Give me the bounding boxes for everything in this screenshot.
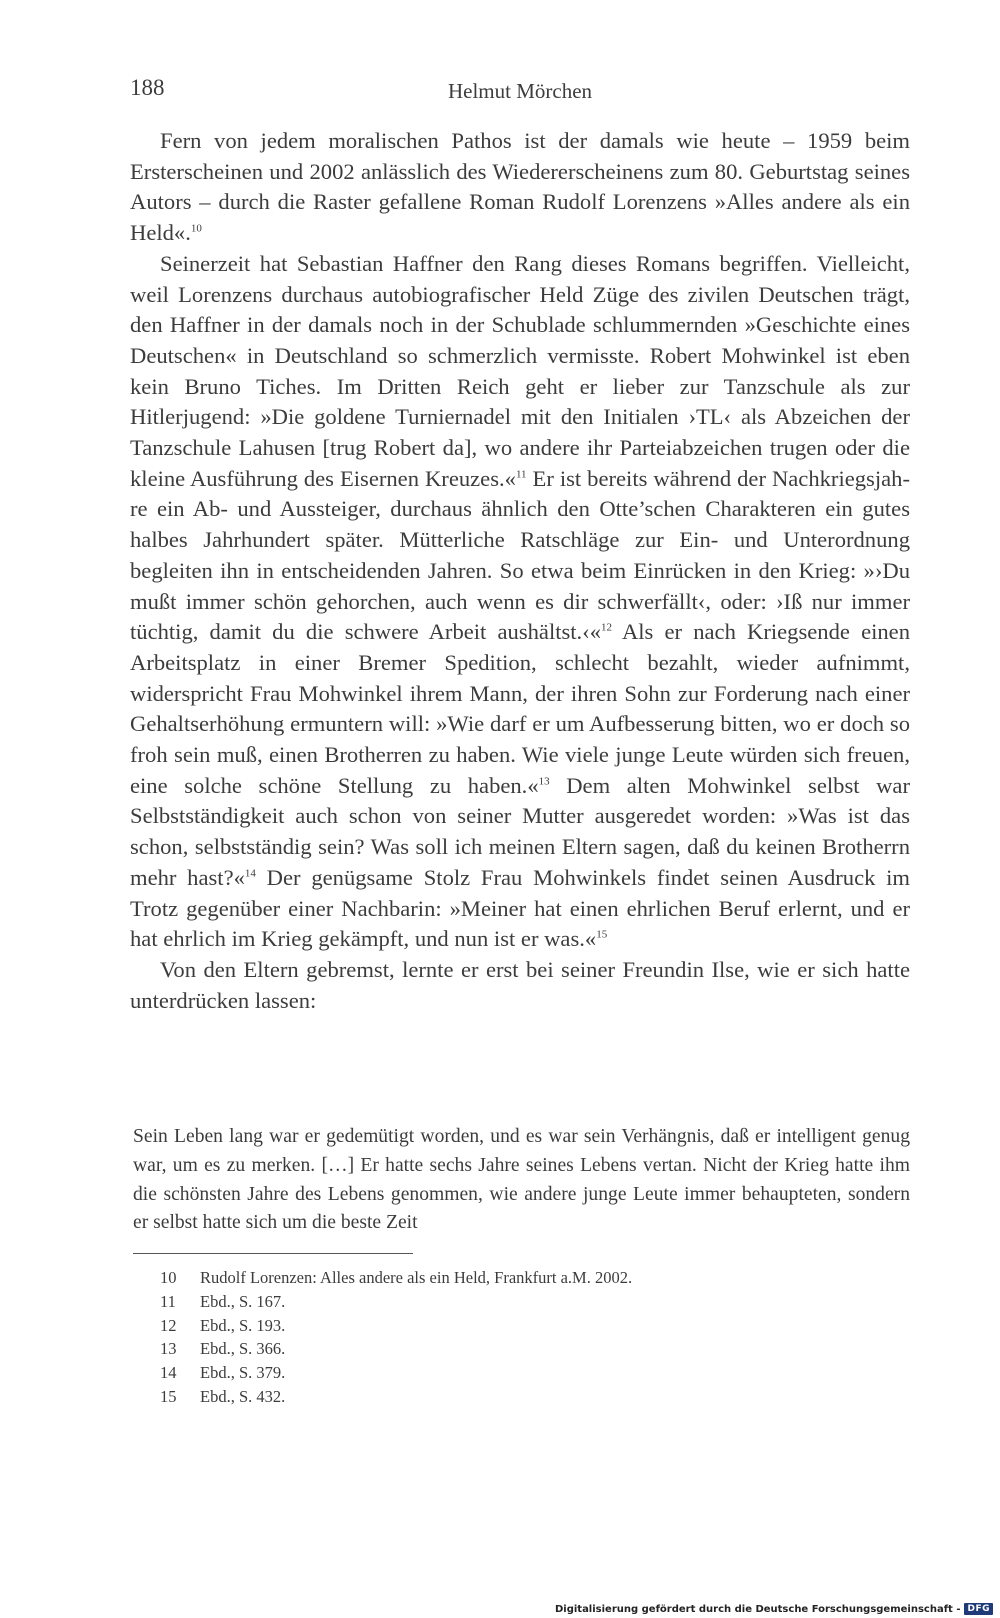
footnote xyxy=(160,1290,632,1314)
paragraph-text: Dem alten Mohwinkel selbst war Selbstständigkeit auch schon von seiner Mutter ausgeredet worden: »Was ist das schon, selbstständig sein? Was soll ich meinen Eltern sagen, daß du keinen Brotherrn mehr hast?« xyxy=(130,772,910,890)
footnote-number: 15 xyxy=(160,1386,177,1406)
page-number: 188 xyxy=(130,75,165,100)
paragraph-text: Er ist bereits während der Nachkriegsjahre ein Ab- und Aussteiger, durchaus ähnlich den Otte’schen Charakteren ein gutes halbes Jahrhundert später. Mütterliche Ratschläge zur Ein- und Unterordnung begleiten ihn in entscheidenden Jahren. So etwa beim Einrücken in den Krieg: »›Du mußt immer schön gehorchen, auch wenn es dir schwerfällt‹, oder: ›Iß nur immer tüchtig, damit du die schwere Arbeit aushältst.‹« xyxy=(130,465,910,645)
digitization-notice-text: Digitalisierung gefördert durch die Deutsche Forschungsgemeinschaft - xyxy=(554,1603,961,1615)
paragraph-text: Als er nach Kriegsende einen Arbeitsplatz in einer Bremer Spedition, schlecht bezahlt, wieder aufnimmt, widerspricht Frau Mohwinkel ihrem Mann, der ihren Sohn zur Forderung nach einer Gehaltserhöhung ermuntern will: »Wie darf er um Aufbesserung bitten, wo er doch so froh sein muß, einen Brotherren zu haben. Wie viele junge Leute würden sich freuen, eine solche schöne Stellung zu haben.« xyxy=(130,619,911,798)
digitization-notice xyxy=(555,1603,993,1615)
block-quote-text: Sein Leben lang war er gedemütigt worden, und es war sein Verhängnis, daß er intelligent genug war, um es zu merken. […] Er hatte sechs Jahre seines Lebens vertan. Nicht der Krieg hatte ihm die schönsten Jahre des Lebens genommen, wie andere junge Leute immer behaupteten, sondern er selbst hatte sich um die beste Zeit xyxy=(133,1126,910,1234)
footnote-number: 13 xyxy=(160,1339,177,1359)
footnote xyxy=(160,1266,632,1290)
footnote-ref[interactable]: 15 xyxy=(596,928,608,941)
footnotes xyxy=(160,1266,632,1409)
footnote xyxy=(160,1314,632,1338)
footnote xyxy=(160,1337,632,1361)
body-text xyxy=(130,126,910,1016)
footnote-separator xyxy=(133,1253,413,1254)
footnote-ref[interactable]: 11 xyxy=(515,468,527,481)
block-quote xyxy=(133,1123,910,1238)
footnote-text: Ebd., S. 167. xyxy=(200,1291,286,1311)
footnote-ref[interactable]: 13 xyxy=(538,775,550,788)
paragraph-text: Seinerzeit hat Sebastian Haffner den Rang dieses Romans begriffen. Vielleicht, weil Lorenzens durchaus autobiografischer Held Züge des zivilen Deutschen trägt, den Haffner in der damals noch in der Schublade schlummernden »Geschichte eines Deutschen« in Deutschland so schmerzlich vermisste. Robert Mohwinkel ist eben kein Bruno Tiches. Im Dritten Reich geht er lieber zur Tanzschule als zur Hitlerjugend: »Die goldene Turniernadel mit den Initialen ›TL‹ als Abzeichen der Tanzschule Lahusen [trug Robert da], wo andere ihr Parteiabzeichen trugen oder die kleine Ausführung des Eisernen Kreuzes.« xyxy=(130,250,910,491)
paragraph xyxy=(130,955,910,1016)
footnote xyxy=(160,1385,632,1409)
paragraph xyxy=(130,249,910,955)
paragraph-text: Fern von jedem moralischen Pathos ist der damals wie heute – 1959 beim Ersterscheinen und 2002 anlässlich des Wiedererscheinens zum 80. Geburtstag seines Autors – durch die Raster gefallene Roman Rudolf Lorenzens »Alles andere als ein Held«. xyxy=(130,128,910,246)
footnote-text: Ebd., S. 366. xyxy=(200,1339,286,1359)
paragraph-text: Von den Eltern gebremst, lernte er erst bei seiner Freundin Ilse, wie er sich hatte unterdrücken lassen: xyxy=(130,956,910,1013)
footnote-number: 14 xyxy=(160,1363,177,1383)
running-head: Helmut Mörchen xyxy=(447,79,593,103)
footnote-number: 12 xyxy=(160,1315,177,1335)
footnote-number: 10 xyxy=(160,1268,177,1287)
footnote xyxy=(160,1361,632,1385)
paragraph-text: Der genügsame Stolz Frau Mohwinkels findet seinen Ausdruck im Trotz gegenüber einer Nachbarin: »Meiner hat einen ehrlichen Beruf erlernt, und er hat ehrlich im Krieg gekämpft, und nun ist er was.« xyxy=(130,864,911,952)
footnote-text: Ebd., S. 379. xyxy=(200,1363,286,1383)
footnote-ref[interactable]: 10 xyxy=(190,222,202,235)
footnote-ref[interactable]: 12 xyxy=(601,621,613,634)
footnote-number: 11 xyxy=(160,1291,176,1311)
footnote-ref[interactable]: 14 xyxy=(244,867,256,880)
dfg-logo: DFG xyxy=(964,1603,993,1615)
footnote-text: Rudolf Lorenzen: Alles andere als ein Held, Frankfurt a.M. 2002. xyxy=(200,1268,633,1287)
footnote-text: Ebd., S. 193. xyxy=(200,1315,286,1335)
page-header xyxy=(130,75,910,109)
footnote-text: Ebd., S. 432. xyxy=(200,1386,286,1406)
paragraph xyxy=(130,126,910,249)
